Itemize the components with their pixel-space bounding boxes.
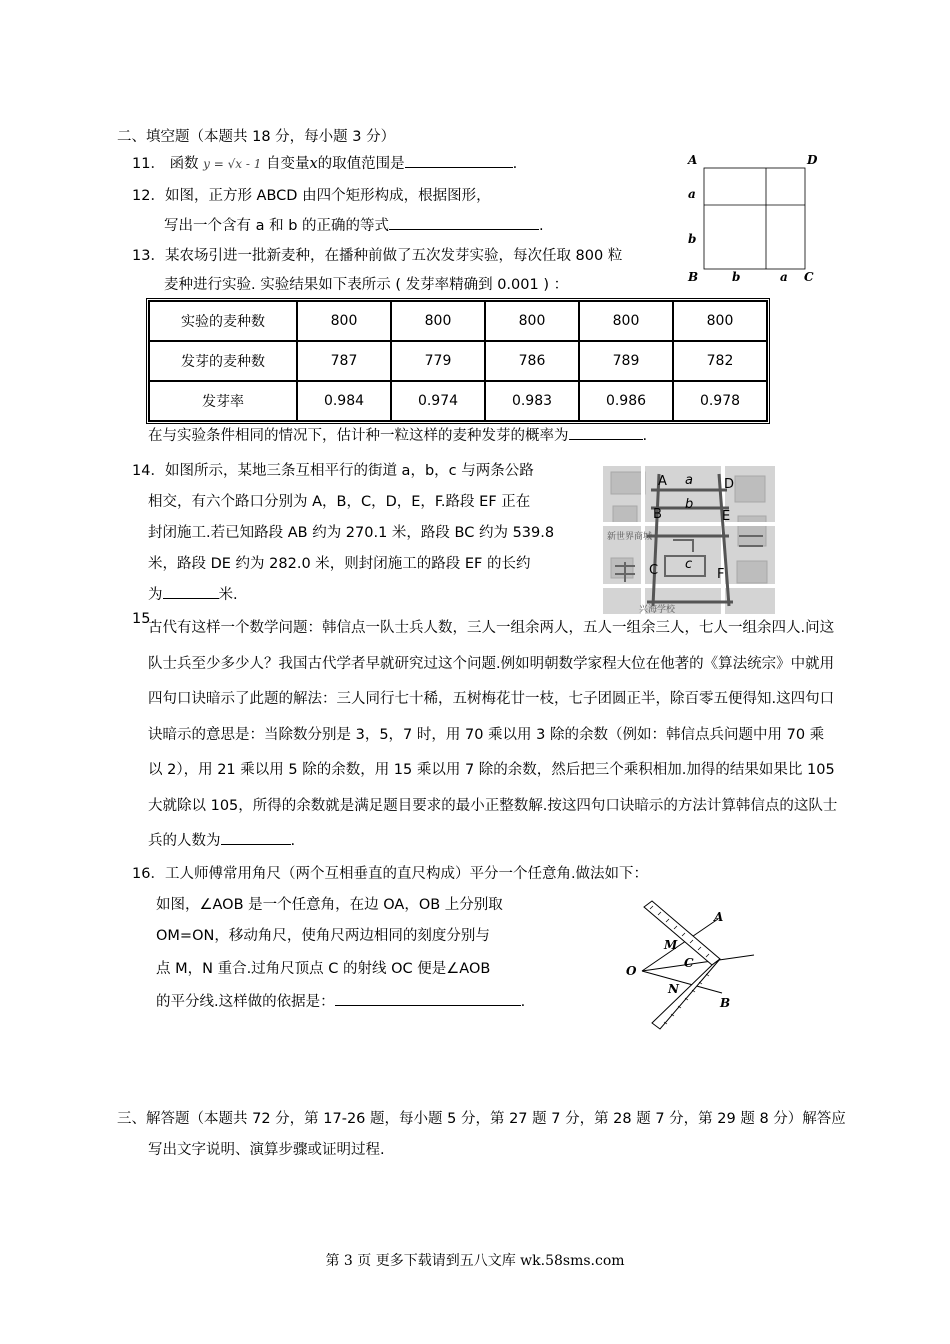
q15-answer-blank[interactable] — [221, 830, 291, 845]
q13-text1: 某农场引进一批新麦种，在播种前做了五次发芽实验，每次任取 800 粒 — [164, 248, 623, 264]
label-B: B — [688, 270, 699, 284]
q14-line5 — [148, 583, 238, 604]
map-place-mall: 新世界商城 — [607, 532, 653, 542]
q12-answer-blank[interactable] — [389, 215, 539, 230]
table-row — [149, 341, 767, 381]
q12-text2: 写出一个含有 a 和 b 的正确的等式 — [164, 218, 390, 234]
q13-number: 13． — [132, 248, 165, 264]
q14-line5-post: 米. — [218, 587, 238, 603]
question-16-line0 — [132, 862, 648, 883]
map-label-E: E — [722, 509, 731, 524]
question-13-line1 — [132, 244, 622, 265]
q16-line4-pre: 的平分线.这样做的依据是： — [156, 994, 335, 1010]
q11-formula: y = √x - 1 — [203, 157, 262, 171]
table-cell: 0.983 — [485, 381, 579, 421]
ray-OC — [642, 955, 754, 971]
section-3-line2: 写出文字说明、演算步骤或证明过程. — [148, 1142, 385, 1158]
page-footer: 第 3 页 更多下载请到五八文库 wk.58sms.com — [325, 1253, 625, 1269]
table-cell: 800 — [391, 301, 485, 341]
map-label-C: C — [649, 563, 659, 578]
q16-number: 16． — [132, 866, 165, 882]
fig16-label-M: M — [664, 938, 678, 952]
table-cell: 786 — [485, 341, 579, 381]
q11-var: x — [309, 156, 318, 172]
fig16-label-C: C — [684, 956, 694, 970]
label-a-bottom: a — [780, 270, 788, 284]
table-row — [149, 381, 767, 421]
fig16-label-A: A — [714, 910, 724, 924]
carpenter-square-figure — [622, 895, 762, 1033]
square-outline — [704, 168, 805, 269]
question-12-line2 — [164, 214, 544, 235]
q12-end: . — [539, 218, 544, 234]
q15-end: . — [290, 833, 296, 849]
map-label-A: A — [658, 474, 667, 489]
q11-pre: 函数 — [169, 156, 199, 172]
street-map-figure — [603, 466, 775, 614]
q14-text1: 如图所示，某地三条互相平行的街道 a，b，c 与两条公路 — [164, 463, 534, 479]
fig16-label-N: N — [668, 982, 679, 996]
q12-number: 12． — [132, 188, 165, 204]
germination-table — [146, 298, 770, 424]
row-label: 发芽率 — [149, 381, 297, 421]
table-cell: 0.978 — [673, 381, 767, 421]
table-cell: 789 — [579, 341, 673, 381]
q13-question — [148, 424, 647, 445]
label-A: A — [688, 153, 698, 167]
fig16-label-O: O — [626, 964, 637, 978]
q14-text3: 封闭施工.若已知路段 AB 约为 270.1 米，路段 BC 约为 539.8 — [148, 525, 555, 541]
q16-text3: 点 M，N 重合.过角尺顶点 C 的射线 OC 便是∠AOB — [156, 961, 491, 977]
table-cell: 800 — [485, 301, 579, 341]
q13-after: 在与实验条件相同的情况下，估计种一粒这样的麦种发芽的概率为 — [148, 428, 569, 444]
table-cell: 782 — [673, 341, 767, 381]
map-label-a: a — [685, 473, 693, 488]
label-b-bottom: b — [732, 270, 741, 284]
q13-text2: 麦种进行实验. 实验结果如下表所示 ( 发芽率精确到 0.001 ) ： — [164, 277, 569, 293]
q14-answer-blank[interactable] — [163, 584, 219, 599]
label-C: C — [804, 270, 814, 284]
ray-OB — [642, 971, 722, 993]
q16-text2: OM=ON，移动角尺，使角尺两边相同的刻度分别与 — [156, 928, 490, 944]
question-12-line1 — [132, 184, 491, 205]
map-label-c: c — [685, 557, 693, 572]
label-a-left: a — [688, 187, 696, 201]
table-cell: 787 — [297, 341, 391, 381]
label-b-left: b — [688, 232, 697, 246]
q11-mid: 自变量 — [265, 156, 310, 172]
q11-post: 的取值范围是 — [317, 156, 405, 172]
table-cell: 800 — [673, 301, 767, 341]
q13-answer-blank[interactable] — [569, 425, 643, 440]
row-label: 实验的麦种数 — [149, 301, 297, 341]
q16-text0: 工人师傅常用角尺（两个互相垂直的直尺构成）平分一个任意角.做法如下： — [164, 866, 649, 882]
section-3-line1: 三、解答题（本题共 72 分，第 17-26 题，每小题 5 分，第 27 题 7 分，第 28 题 7 分，第 29 题 8 分）解答应 — [117, 1111, 846, 1127]
table-cell: 800 — [297, 301, 391, 341]
map-place-school: 兴海学校 — [639, 605, 676, 614]
q11-end: . — [512, 156, 518, 172]
label-D: D — [807, 153, 818, 167]
table-cell: 0.984 — [297, 381, 391, 421]
q14-text2: 相交，有六个路口分别为 A，B，C，D，E，F.路段 EF 正在 — [148, 494, 531, 510]
q13-end: . — [642, 428, 648, 444]
question-11 — [132, 152, 517, 173]
q14-line5-pre: 为 — [148, 587, 163, 603]
fig16-label-B: B — [720, 996, 731, 1010]
square-abcd-figure — [680, 148, 830, 288]
q16-text1: 如图，∠AOB 是一个任意角，在边 OA，OB 上分别取 — [156, 897, 503, 913]
question-15 — [148, 611, 838, 860]
row-label: 发芽的麦种数 — [149, 341, 297, 381]
q15-text: 古代有这样一个数学问题：韩信点一队士兵人数，三人一组余两人，五人一组余三人，七人一组余四人.问这队士兵至少多少人？我国古代学者早就研究过这个问题.例如明朝数学家程大位在他著的《算法统宗》中就用四句口诀暗示了此题的解法：三人同行七十稀，五树梅花廿一枝，七子团圆正半，除百零五便得知.这四句口诀暗示的意思是：当除数分别是 3，5，7 时，用 70 乘以用 3 除的余数（例如：韩信点兵问题中用 70 乘以 2），用 21 乘以用 5 除的余数，用 15 乘以用 7 除的余数，然后把三个乘积相加.加得的结果如果比 105 大就除以 105，所得的余数就是满足题目要求的最小正整数解.按这四句口诀暗示的方法计算韩信点的这队士兵的人数为 — [148, 620, 838, 849]
map-label-F: F — [717, 567, 725, 582]
q16-answer-blank[interactable] — [335, 991, 521, 1006]
question-14-line1 — [132, 459, 534, 480]
map-label-D: D — [724, 477, 735, 492]
table-cell: 0.986 — [579, 381, 673, 421]
q12-text1: 如图，正方形 ABCD 由四个矩形构成，根据图形， — [164, 188, 491, 204]
section-2-title: 二、填空题（本题共 18 分，每小题 3 分） — [117, 129, 396, 145]
table-row — [149, 301, 767, 341]
q16-line4 — [156, 990, 525, 1011]
table-cell: 779 — [391, 341, 485, 381]
q14-number: 14． — [132, 463, 165, 479]
map-label-B: B — [653, 507, 662, 522]
q16-end: . — [520, 994, 526, 1010]
q11-number: 11． — [132, 156, 165, 172]
table-cell: 0.974 — [391, 381, 485, 421]
q15-number: 15. — [132, 611, 156, 627]
q11-answer-blank[interactable] — [405, 153, 513, 168]
table-cell: 800 — [579, 301, 673, 341]
map-label-b: b — [685, 497, 694, 512]
q14-text4: 米，路段 DE 约为 282.0 米，则封闭施工的路段 EF 的长约 — [148, 556, 531, 572]
